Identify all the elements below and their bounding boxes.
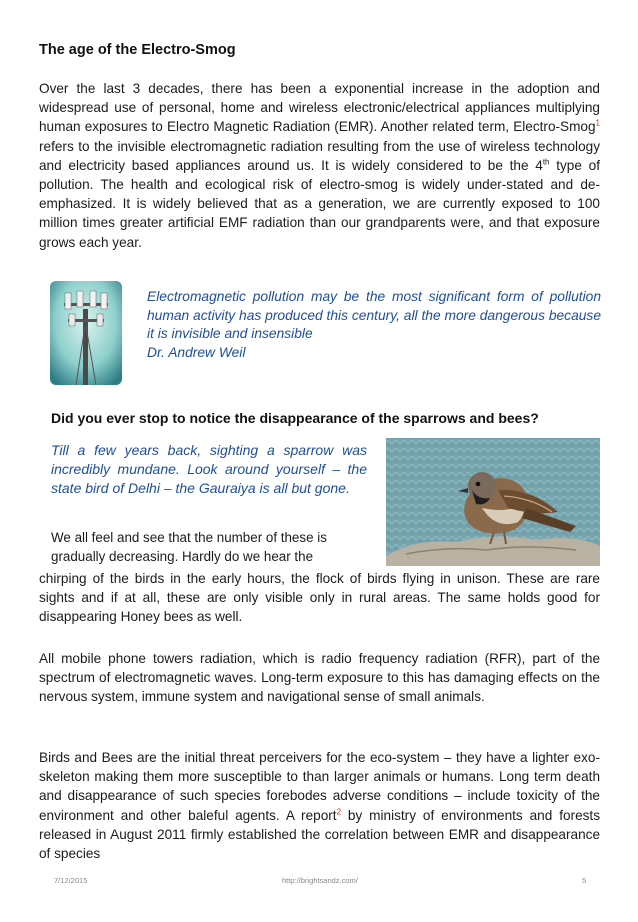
sparrow-icon (386, 438, 600, 566)
sparrow-image (386, 438, 600, 566)
footnote-ref-2[interactable]: 2 (336, 807, 342, 817)
quote-author: Dr. Andrew Weil (147, 344, 246, 360)
sparrow-note-text: We all feel and see that the number of these is gradually decreasing. Hardly do we hear the (51, 530, 327, 565)
paragraph-intro (39, 79, 600, 252)
footer-date: 7/12/2015 (54, 876, 88, 885)
paragraph-birds-bees (39, 748, 600, 863)
paragraph-birds-bees-part2: by ministry of environments and forests released in August 2011 firmly established the correlation between EMR and disappearance of species (39, 807, 600, 862)
paragraph-towers: All mobile phone towers radiation, which is radio frequency radiation (RFR), part of the spectrum of electromagnetic waves. Long-term exposure to this has damaging effects on the nervous system, immune system and navigational sense of small animals. (39, 651, 600, 705)
footer-url[interactable]: http://brightsandz.com/ (282, 876, 358, 885)
quote-text: Electromagnetic pollution may be the most significant form of pollution human activity has produced this century, all the more dangerous because it is invisible and insensible (147, 289, 601, 342)
sparrow-intro-text: Till a few years back, sighting a sparrow was incredibly mundane. Look around yourself – the state bird of Delhi – the Gauraiya is all but gone. (51, 442, 367, 496)
cell-tower-icon (50, 281, 122, 385)
ordinal-suffix: th (542, 157, 550, 167)
pull-quote (147, 288, 601, 362)
paragraph-intro-part2: refers to the invisible electromagnetic radiation resulting from the use of wireless technology and electricity based appliances around us. It is widely considered to be the 4 (39, 138, 600, 173)
footnote-ref-1[interactable]: 1 (595, 118, 600, 128)
paragraph-chirping: chirping of the birds in the early hours, the flock of birds flying in unison. These are rare sights and if at all, these are only visible only in rural areas. The same holds good for disappearing Honey bees as well. (39, 571, 600, 625)
section-subheading: Did you ever stop to notice the disappearance of the sparrows and bees? (51, 410, 539, 426)
footer-page-number: 5 (582, 876, 587, 885)
paragraph-intro-part1: Over the last 3 decades, there has been a exponential increase in the adoption and widespread use of personal, home and wireless electronic/electrical appliances multiplying human exposures to Electro Magnetic Radiation (EMR). Another related term, Electro-Smog (39, 81, 600, 135)
paragraph-birds-bees-part1: Birds and Bees are the initial threat perceivers for the eco-system – they have a lighter exo-skeleton making them more susceptible to than larger animals or humans. Long term death and disappearance of such species forebodes adverse conditions – include toxicity of the environment and other baleful agents. A report (39, 750, 600, 823)
cell-tower-image (50, 281, 122, 385)
page-title: The age of the Electro-Smog (39, 42, 236, 58)
paragraph-intro-part3: type of pollution. The health and ecological risk of electro-smog is widely under-stated and de-emphasized. It is widely believed that as a generation, we are currently exposed to 100 million times greater artificial EMF radiation than our grandparents were, and that exposure grows each year. (39, 157, 600, 250)
